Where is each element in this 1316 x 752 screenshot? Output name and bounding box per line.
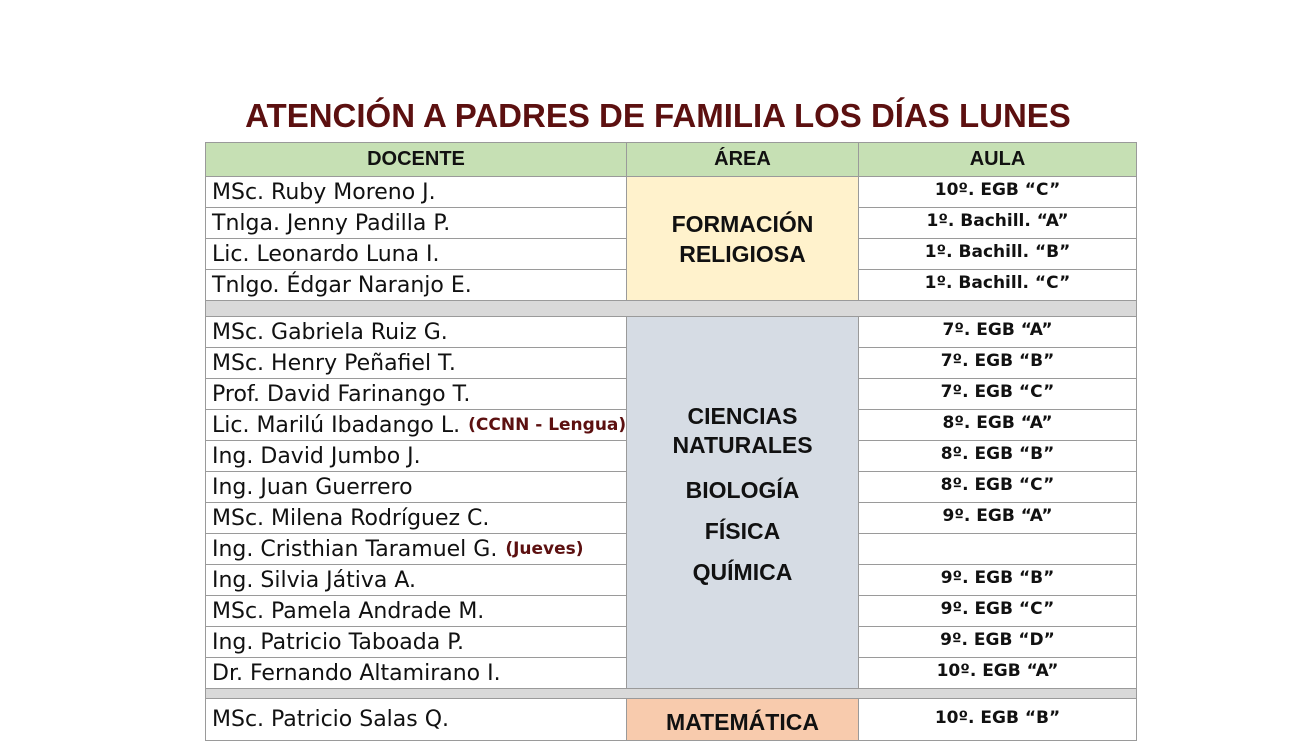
classroom-cell: 9º. EGB “D” bbox=[858, 626, 1137, 658]
classroom-cell: 10º. EGB “B” bbox=[858, 698, 1137, 741]
area-label: CIENCIAS bbox=[687, 403, 798, 429]
teacher-name bbox=[205, 409, 627, 441]
teacher-name bbox=[205, 440, 627, 472]
classroom-cell: 1º. Bachill. “B” bbox=[858, 238, 1137, 270]
classroom-cell: 10º. EGB “C” bbox=[858, 176, 1137, 208]
classroom-cell: 7º. EGB “C” bbox=[858, 378, 1137, 410]
area-label: FORMACIÓN bbox=[671, 211, 814, 237]
area-label: MATEMÁTICA bbox=[666, 709, 819, 735]
teacher-name-text: MSc. Ruby Moreno J. bbox=[212, 179, 436, 205]
group-separator bbox=[205, 300, 1137, 317]
teacher-note: (Jueves) bbox=[505, 539, 584, 559]
area-label: RELIGIOSA bbox=[679, 241, 806, 267]
classroom-cell: 7º. EGB “A” bbox=[858, 316, 1137, 348]
teacher-name-text: MSc. Milena Rodríguez C. bbox=[212, 505, 490, 531]
teacher-name bbox=[205, 698, 627, 741]
teacher-name bbox=[205, 564, 627, 596]
teacher-name-text: Lic. Marilú Ibadango L. bbox=[212, 412, 461, 438]
teacher-name-text: Ing. Silvia Játiva A. bbox=[212, 567, 417, 593]
teacher-name bbox=[205, 533, 627, 565]
teacher-name-text: MSc. Patricio Salas Q. bbox=[212, 707, 450, 732]
teacher-name bbox=[205, 378, 627, 410]
teacher-name-text: Tnlgo. Édgar Naranjo E. bbox=[212, 272, 472, 298]
teacher-name bbox=[205, 176, 627, 208]
teacher-name bbox=[205, 471, 627, 503]
teacher-note: (CCNN - Lengua) bbox=[468, 415, 627, 435]
teacher-name-text: MSc. Henry Peñafiel T. bbox=[212, 350, 456, 376]
teacher-name-text: Prof. David Farinango T. bbox=[212, 381, 471, 407]
classroom-cell: 9º. EGB “B” bbox=[858, 564, 1137, 596]
teacher-name-text: MSc. Pamela Andrade M. bbox=[212, 598, 485, 624]
teacher-name bbox=[205, 502, 627, 534]
teacher-name bbox=[205, 316, 627, 348]
teacher-name-text: Ing. Patricio Taboada P. bbox=[212, 629, 465, 655]
teacher-name bbox=[205, 207, 627, 239]
teacher-name-text: Ing. David Jumbo J. bbox=[212, 443, 421, 469]
header-aula: AULA bbox=[858, 142, 1137, 177]
classroom-cell: 1º. Bachill. “A” bbox=[858, 207, 1137, 239]
area-cell bbox=[626, 698, 859, 741]
teacher-name-text: Lic. Leonardo Luna I. bbox=[212, 241, 440, 267]
header-area: ÁREA bbox=[626, 142, 859, 177]
teacher-name bbox=[205, 269, 627, 301]
teacher-name bbox=[205, 626, 627, 658]
classroom-cell: 10º. EGB “A” bbox=[858, 657, 1137, 689]
teacher-name-text: Ing. Juan Guerrero bbox=[212, 474, 413, 500]
classroom-cell: 9º. EGB “C” bbox=[858, 595, 1137, 627]
area-label: NATURALES bbox=[672, 432, 813, 458]
teacher-name-text: MSc. Gabriela Ruiz G. bbox=[212, 319, 448, 345]
teacher-name bbox=[205, 347, 627, 379]
teacher-name-text: Ing. Cristhian Taramuel G. bbox=[212, 536, 498, 562]
area-label: FÍSICA bbox=[704, 518, 781, 544]
classroom-cell: 8º. EGB “C” bbox=[858, 471, 1137, 503]
header-docente: DOCENTE bbox=[205, 142, 627, 177]
classroom-cell: 8º. EGB “A” bbox=[858, 409, 1137, 441]
area-cell bbox=[626, 176, 859, 301]
classroom-cell: 9º. EGB “A” bbox=[858, 502, 1137, 534]
teacher-name bbox=[205, 238, 627, 270]
teacher-name-text: Dr. Fernando Altamirano I. bbox=[212, 660, 501, 686]
area-cell bbox=[626, 316, 859, 689]
classroom-cell bbox=[858, 533, 1137, 565]
teacher-name bbox=[205, 657, 627, 689]
page-title: ATENCIÓN A PADRES DE FAMILIA LOS DÍAS LUNES bbox=[245, 97, 1071, 134]
teacher-name bbox=[205, 595, 627, 627]
area-label: BIOLOGÍA bbox=[685, 477, 800, 503]
classroom-cell: 8º. EGB “B” bbox=[858, 440, 1137, 472]
classroom-cell: 7º. EGB “B” bbox=[858, 347, 1137, 379]
teacher-name-text: Tnlga. Jenny Padilla P. bbox=[212, 210, 451, 236]
classroom-cell: 1º. Bachill. “C” bbox=[858, 269, 1137, 301]
area-label: QUÍMICA bbox=[692, 559, 793, 585]
